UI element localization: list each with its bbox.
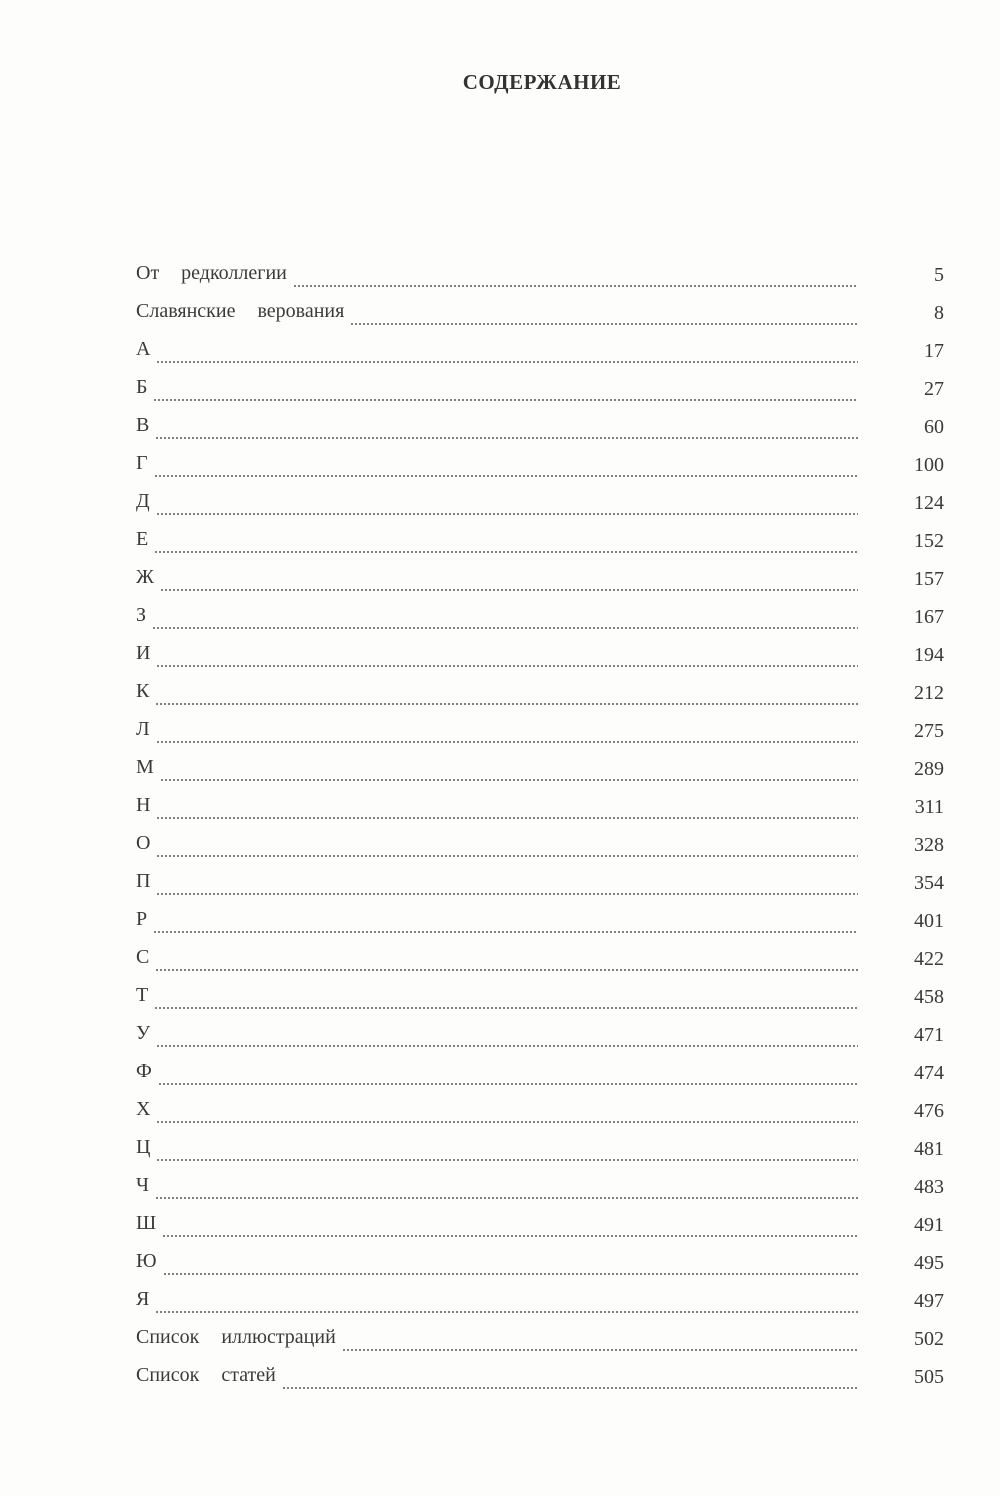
toc-entry-page-number: 8 bbox=[934, 302, 944, 324]
toc-entry[interactable] bbox=[136, 490, 944, 528]
toc-entry-page-number: 401 bbox=[914, 910, 944, 932]
toc-entry[interactable] bbox=[136, 262, 944, 300]
dot-leader bbox=[160, 589, 858, 591]
toc-entry-label: В bbox=[136, 414, 150, 436]
dot-leader bbox=[155, 703, 858, 705]
toc-entry[interactable] bbox=[136, 1288, 944, 1326]
toc-entry-page-number: 5 bbox=[934, 264, 944, 286]
toc-entry-page-number: 474 bbox=[914, 1062, 944, 1084]
toc-entry[interactable] bbox=[136, 1136, 944, 1174]
toc-entry-label: Я bbox=[136, 1288, 150, 1310]
dot-leader bbox=[154, 475, 858, 477]
toc-entry-label: М bbox=[136, 756, 154, 778]
toc-entry[interactable] bbox=[136, 984, 944, 1022]
toc-entry-label: П bbox=[136, 870, 151, 892]
toc-entry[interactable] bbox=[136, 794, 944, 832]
dot-leader bbox=[156, 817, 858, 819]
dot-leader bbox=[153, 399, 858, 401]
toc-entry[interactable] bbox=[136, 414, 944, 452]
toc-entry-label: К bbox=[136, 680, 150, 702]
toc-entry[interactable] bbox=[136, 908, 944, 946]
toc-entry-page-number: 502 bbox=[914, 1328, 944, 1350]
toc-entry-label: С bbox=[136, 946, 150, 968]
toc-entry[interactable] bbox=[136, 1174, 944, 1212]
toc-entry-label: Н bbox=[136, 794, 151, 816]
toc-entry-page-number: 275 bbox=[914, 720, 944, 742]
toc-entry-page-number: 167 bbox=[914, 606, 944, 628]
toc-entry[interactable] bbox=[136, 452, 944, 490]
toc-entry[interactable] bbox=[136, 528, 944, 566]
toc-entry-label: Б bbox=[136, 376, 148, 398]
toc-entry-page-number: 476 bbox=[914, 1100, 944, 1122]
toc-entry[interactable] bbox=[136, 1250, 944, 1288]
dot-leader bbox=[293, 285, 858, 287]
toc-entry[interactable] bbox=[136, 338, 944, 376]
toc-entry[interactable] bbox=[136, 1212, 944, 1250]
toc-entry-page-number: 212 bbox=[914, 682, 944, 704]
dot-leader bbox=[342, 1349, 858, 1351]
toc-entry-label: Ю bbox=[136, 1250, 157, 1272]
toc-entry-label: О bbox=[136, 832, 151, 854]
toc-entry-page-number: 17 bbox=[924, 340, 944, 362]
toc-entry-label: З bbox=[136, 604, 147, 626]
toc-entry[interactable] bbox=[136, 642, 944, 680]
dot-leader bbox=[156, 893, 858, 895]
toc-entry-label: Ц bbox=[136, 1136, 151, 1158]
toc-entry-label: Р bbox=[136, 908, 148, 930]
toc-entry-page-number: 483 bbox=[914, 1176, 944, 1198]
dot-leader bbox=[155, 969, 858, 971]
toc-entry-page-number: 497 bbox=[914, 1290, 944, 1312]
toc-entry-page-number: 311 bbox=[914, 796, 944, 818]
toc-entry-label: Д bbox=[136, 490, 150, 512]
toc-entry-label: И bbox=[136, 642, 151, 664]
dot-leader bbox=[153, 931, 858, 933]
toc-entry[interactable] bbox=[136, 680, 944, 718]
toc-entry-page-number: 505 bbox=[914, 1366, 944, 1388]
toc-entry-label: Ч bbox=[136, 1174, 149, 1196]
toc-entry-page-number: 27 bbox=[924, 378, 944, 400]
toc-entry-label: Т bbox=[136, 984, 149, 1006]
toc-entry[interactable] bbox=[136, 718, 944, 756]
dot-leader bbox=[156, 855, 858, 857]
dot-leader bbox=[162, 1235, 858, 1237]
dot-leader bbox=[158, 1083, 858, 1085]
dot-leader bbox=[156, 361, 858, 363]
toc-entry-label: Г bbox=[136, 452, 148, 474]
toc-entry[interactable] bbox=[136, 376, 944, 414]
dot-leader bbox=[152, 627, 858, 629]
toc-entry-page-number: 481 bbox=[914, 1138, 944, 1160]
dot-leader bbox=[154, 1007, 858, 1009]
toc-entry-page-number: 60 bbox=[924, 416, 944, 438]
dot-leader bbox=[155, 1311, 858, 1313]
toc-entry-label: Е bbox=[136, 528, 149, 550]
toc-entry-page-number: 152 bbox=[914, 530, 944, 552]
dot-leader bbox=[155, 1197, 858, 1199]
toc-entry-page-number: 458 bbox=[914, 986, 944, 1008]
dot-leader bbox=[156, 1045, 858, 1047]
toc-entry[interactable] bbox=[136, 946, 944, 984]
dot-leader bbox=[163, 1273, 858, 1275]
toc-entry-label: Ф bbox=[136, 1060, 152, 1082]
dot-leader bbox=[156, 741, 858, 743]
toc-entry-label: Х bbox=[136, 1098, 151, 1120]
toc-entry-page-number: 495 bbox=[914, 1252, 944, 1274]
page-title: СОДЕРЖАНИЕ bbox=[462, 70, 622, 94]
toc-entry[interactable] bbox=[136, 1326, 944, 1364]
toc-entry-page-number: 422 bbox=[914, 948, 944, 970]
toc-entry[interactable] bbox=[136, 300, 944, 338]
toc-entry-page-number: 124 bbox=[914, 492, 944, 514]
toc-entry-page-number: 328 bbox=[914, 834, 944, 856]
toc-entry[interactable] bbox=[136, 756, 944, 794]
dot-leader bbox=[350, 323, 858, 325]
toc-entry-label: Ш bbox=[136, 1212, 157, 1234]
toc-entry[interactable] bbox=[136, 1098, 944, 1136]
table-of-contents bbox=[136, 262, 944, 1402]
toc-entry[interactable] bbox=[136, 1060, 944, 1098]
toc-entry-page-number: 354 bbox=[914, 872, 944, 894]
toc-entry-page-number: 491 bbox=[914, 1214, 944, 1236]
toc-entry-label: От редколлегии bbox=[136, 262, 287, 284]
toc-entry[interactable] bbox=[136, 832, 944, 870]
toc-entry[interactable] bbox=[136, 1022, 944, 1060]
toc-entry-label: Список иллюстраций bbox=[136, 1326, 336, 1348]
toc-entry[interactable] bbox=[136, 566, 944, 604]
toc-entry-page-number: 289 bbox=[914, 758, 944, 780]
dot-leader bbox=[156, 513, 858, 515]
toc-entry-label: Л bbox=[136, 718, 150, 740]
toc-entry-page-number: 100 bbox=[914, 454, 944, 476]
toc-entry[interactable] bbox=[136, 870, 944, 908]
dot-leader bbox=[155, 437, 858, 439]
toc-entry-label: А bbox=[136, 338, 151, 360]
dot-leader bbox=[156, 1121, 858, 1123]
toc-entry-label: У bbox=[136, 1022, 151, 1044]
toc-entry-page-number: 471 bbox=[914, 1024, 944, 1046]
dot-leader bbox=[156, 1159, 858, 1161]
toc-entry-label: Список статей bbox=[136, 1364, 276, 1386]
dot-leader bbox=[160, 779, 858, 781]
toc-entry-page-number: 194 bbox=[914, 644, 944, 666]
dot-leader bbox=[156, 665, 858, 667]
toc-entry-label: Славянские верования bbox=[136, 300, 345, 322]
toc-entry-label: Ж bbox=[136, 566, 154, 588]
dot-leader bbox=[154, 551, 858, 553]
dot-leader bbox=[282, 1387, 858, 1389]
toc-entry[interactable] bbox=[136, 604, 944, 642]
toc-entry-page-number: 157 bbox=[914, 568, 944, 590]
toc-entry[interactable] bbox=[136, 1364, 944, 1402]
